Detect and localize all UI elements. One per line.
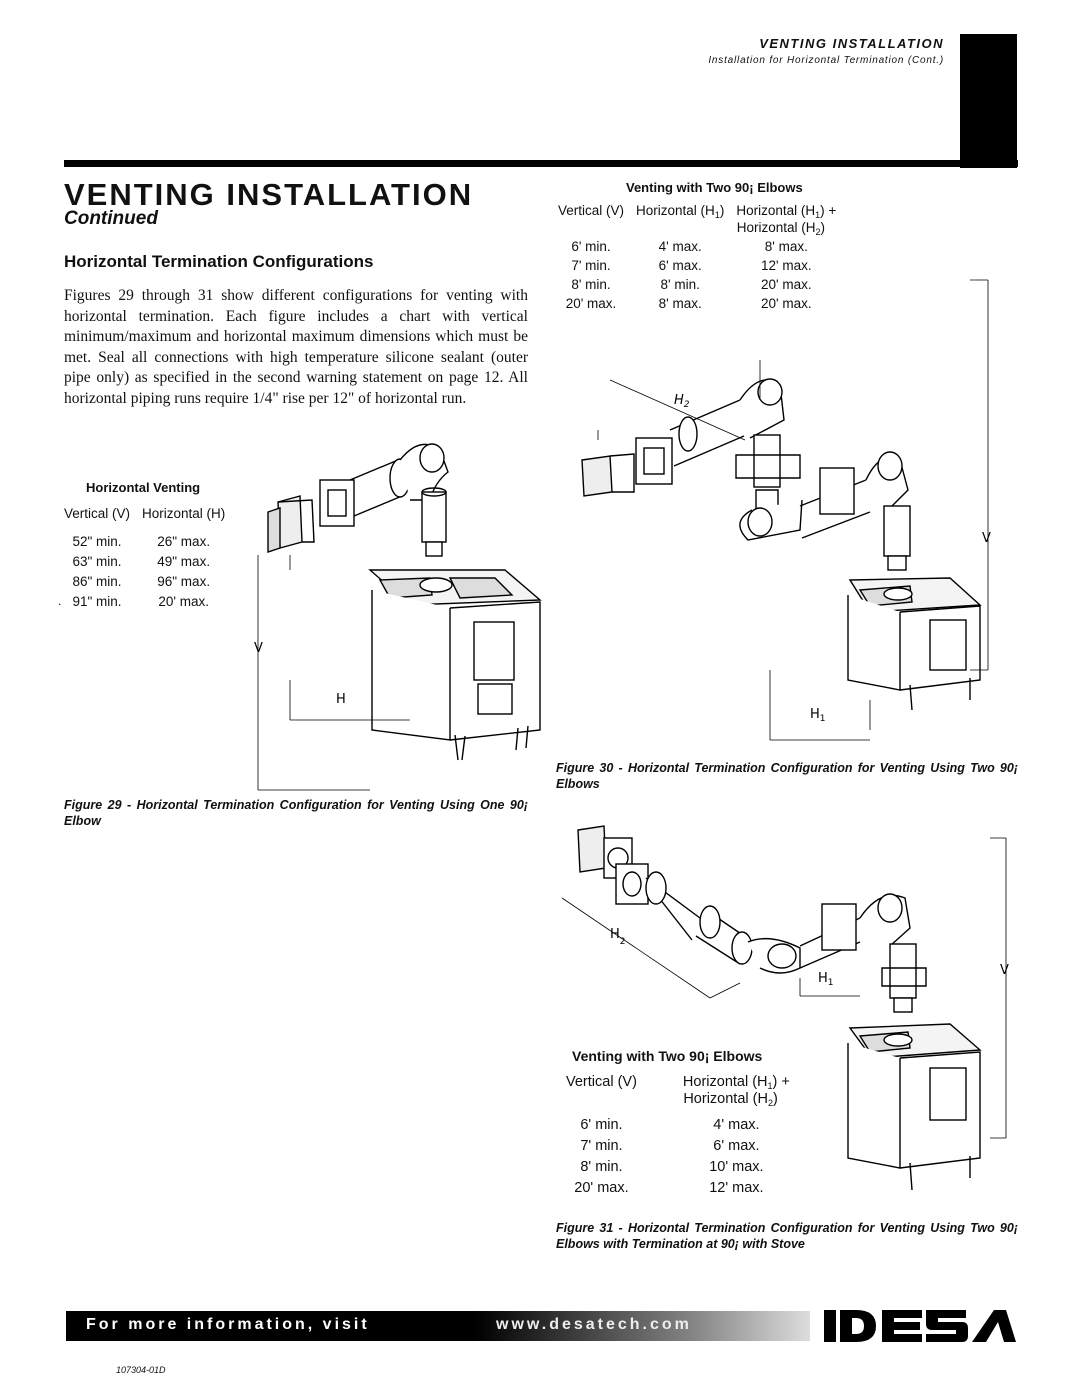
figure-29-illustration — [250, 430, 550, 795]
table-one-elbow — [58, 480, 231, 611]
h2-main: H — [674, 393, 684, 408]
col3-main: Horizontal (H — [736, 203, 816, 218]
table-cell: 4' max. — [713, 1116, 760, 1133]
table-cell: 20' max. — [574, 1179, 629, 1196]
figure-31-label-v: V — [1000, 963, 1009, 978]
table-one-elbow-col2: Horizontal (H) — [142, 505, 226, 521]
table-cell: 8' min. — [571, 277, 611, 292]
header-tab-block — [960, 34, 1017, 168]
part-number: 107304-01D — [116, 1365, 166, 1375]
page-title: VENTING INSTALLATION — [64, 177, 474, 212]
table-cell: 6' min. — [580, 1116, 623, 1133]
col3-line2-main: Horizontal (H — [736, 220, 816, 235]
table-row — [58, 531, 231, 551]
table-cell: 20' max. — [760, 277, 812, 292]
col2-suffix: ) + — [772, 1074, 790, 1090]
table-row — [560, 1135, 796, 1156]
desa-logo — [822, 1306, 1018, 1346]
logo-text: DESA — [822, 1306, 825, 1307]
table-row — [552, 237, 842, 256]
table-two-elbows-a-col1: Vertical (V) — [558, 203, 625, 218]
table-row — [58, 571, 231, 591]
section-heading: Horizontal Termination Configurations — [64, 252, 374, 271]
table-cell: 86" min. — [72, 573, 122, 589]
col2-sub: 1 — [767, 1081, 773, 1091]
col2-main: Horizontal (H — [682, 1074, 768, 1090]
header-rule — [64, 160, 1018, 167]
table-row — [560, 1177, 796, 1198]
figure-30-illustration — [570, 260, 1010, 750]
table-one-elbow-col1: Vertical (V) — [64, 505, 131, 521]
table-cell: 20' max. — [565, 296, 617, 311]
figure-30-label-h2 — [674, 393, 690, 410]
stray-mark: . — [58, 594, 62, 608]
header-subtitle: Installation for Horizontal Termination (Cont.) — [708, 55, 944, 66]
figure-30-caption: Figure 30 - Horizontal Termination Configuration for Venting Using Two 90¡ Elbows — [556, 761, 1018, 791]
table-two-elbows-a-col2: Horizontal $(H_1)$ — [636, 203, 725, 220]
figure-29-caption: Figure 29 - Horizontal Termination Configuration for Venting Using One 90¡ Elbow — [64, 798, 528, 828]
table-two-elbows-b — [560, 1048, 796, 1198]
table-row — [58, 591, 231, 611]
col3-line2-sub: 2 — [815, 227, 821, 237]
figure-30-label-h1 — [810, 707, 826, 724]
figure-31-label-h1 — [818, 971, 834, 988]
table-cell: 12' max. — [760, 258, 812, 273]
table-row — [58, 551, 231, 571]
figure-29-label-h: H — [336, 692, 346, 707]
table-two-elbows-a-title: Venting with Two 90¡ Elbows — [626, 180, 803, 195]
col3-sub: 1 — [815, 210, 821, 220]
table-cell: 6' max. — [658, 258, 702, 273]
table-cell: 8' max. — [764, 239, 808, 254]
table-one-elbow-title: Horizontal Venting — [86, 480, 201, 495]
body-paragraph: Figures 29 through 31 show different configurations for venting with horizontal termination. Each figure includes a chart with vertical minimum/maximum and horizontal maximum dimensions which must be met. Seal all connections with high temperature silicone sealant (outer pipe only) as specified in the second warning statement on page 12. All horizontal piping runs require 1/4" rise per 12" of horizontal run. — [64, 287, 528, 407]
figure-29-label-v: V — [254, 641, 263, 656]
table-cell: 91" min. — [72, 593, 122, 609]
table-two-elbows-a-col3: Horizontal $(H_1)$ + Horizontal $(H_2)$ — [736, 203, 837, 237]
h2-sub: 2 — [683, 400, 690, 410]
table-cell: 10' max. — [709, 1158, 764, 1175]
table-cell: 52" min. — [72, 533, 122, 549]
table-two-elbows-b-col1: Vertical (V) — [566, 1074, 637, 1090]
table-two-elbows-b-title: Venting with Two 90¡ Elbows — [572, 1048, 763, 1064]
figure-31-caption: Figure 31 - Horizontal Termination Configuration for Venting Using Two 90¡ Elbows with Termination at 90¡ with Stove — [556, 1221, 1018, 1251]
table-cell: 8' min. — [580, 1158, 623, 1175]
table-cell: 20' max. — [158, 593, 209, 609]
table-cell: 4' max. — [658, 239, 702, 254]
col2-line2-main: Horizontal (H — [683, 1091, 768, 1107]
table-cell: 7' min. — [580, 1137, 623, 1154]
table-cell: 26" max. — [157, 533, 211, 549]
table-cell: 49" max. — [157, 553, 211, 569]
table-cell: 8' min. — [660, 277, 700, 292]
h1-main: H — [818, 971, 828, 986]
figure-31-label-h2 — [610, 927, 626, 947]
figure-30-label-v: V — [982, 531, 991, 546]
h2-sub: 2 — [619, 937, 626, 947]
table-cell: 6' max. — [713, 1137, 760, 1154]
table-cell: 20' max. — [760, 296, 812, 311]
header-title: VENTING INSTALLATION — [759, 36, 944, 51]
table-row — [560, 1156, 796, 1177]
h1-main: H — [810, 707, 820, 722]
page-continued: Continued — [64, 208, 158, 229]
footer-text: For more information, visit — [86, 1316, 370, 1333]
table-cell: 6' min. — [571, 239, 611, 254]
table-cell: 8' max. — [658, 296, 702, 311]
col2-line2-sub: 2 — [767, 1098, 773, 1108]
table-two-elbows-b-col2: Horizontal $(H_1)$ + Horizontal $(H_2)$ — [682, 1074, 790, 1108]
h1-sub: 1 — [819, 714, 826, 724]
table-cell: 96" max. — [157, 573, 211, 589]
h1-sub: 1 — [827, 978, 834, 988]
col2-main: Horizontal (H — [636, 203, 715, 218]
col2-sub: 1 — [714, 210, 720, 220]
table-cell: 12' max. — [709, 1179, 764, 1196]
table-cell: 7' min. — [571, 258, 611, 273]
table-cell: 63" min. — [72, 553, 122, 569]
col3-suffix: ) + — [820, 203, 837, 218]
footer-url-link[interactable]: www.desatech.com — [496, 1316, 692, 1333]
h2-main: H — [610, 927, 620, 942]
table-row — [560, 1114, 796, 1135]
